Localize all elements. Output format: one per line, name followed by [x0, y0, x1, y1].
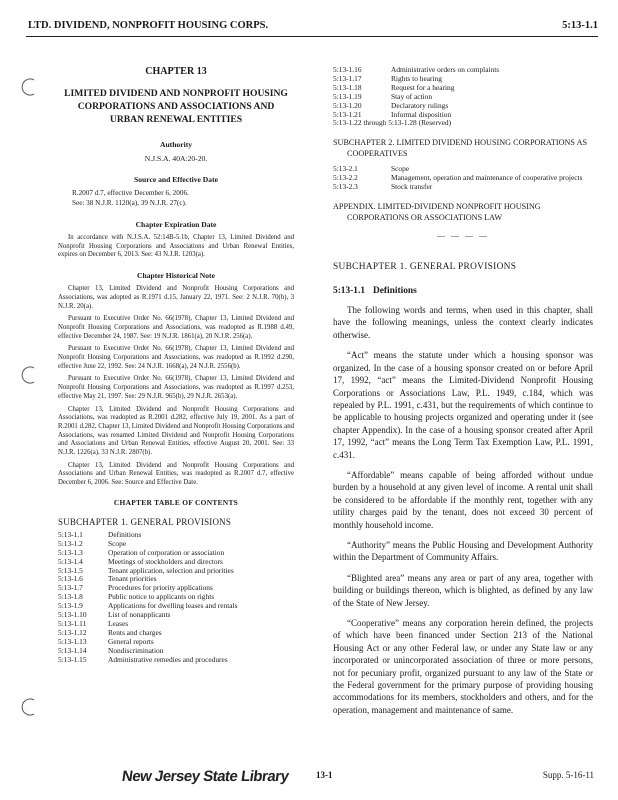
toc-entry-number: 5:13-1.11: [58, 618, 87, 628]
history-paragraph: Chapter 13, Limited Dividend and Nonprofit Housing Corporations and Associations, was adopted as R.1971 d.15, January 22, 1971. See: 2 N.J.R. 70(b), 3 N.J.R. 20(a).: [58, 285, 294, 310]
body-paragraph: “Blighted area” means any area or part of any area, together with building or buildings thereon, which is blighted, as defined by any law of the State of New Jersey.: [333, 572, 593, 608]
history-paragraph: Pursuant to Executive Order No. 66(1978), Chapter 13, Limited Dividend and Nonprofit Housing Corporations and Associations, was readopted as R.1997 d.253, effective May 21, 1997. See: 29 N.J.R. 965(b), 29 N.J.R. 2653(a).: [58, 375, 294, 400]
toc-subchapter-heading: SUBCHAPTER 1. GENERAL PROVISIONS: [58, 516, 232, 527]
toc-entry-number: 5:13-1.13: [58, 636, 87, 646]
toc-entry-number: 5:13-1.3: [58, 547, 83, 557]
toc-entry: [333, 174, 582, 183]
toc-entry-number: 5:13-1.4: [58, 556, 83, 566]
body-paragraph: “Cooperative” means any corporation herein defined, the projects of which have been financed under Section 213 of the National Housing Act or any other Federal law, or under any State law or any incorporated or unincorporated association of three or more persons, not for pecuniary profit, organized pursuant to any law of the State or the Federal government for the primary purpose of providing housing accommodations for its members, stockholders and others, and for the operation, management and maintenance of same.: [333, 618, 593, 715]
left-column: [58, 56, 294, 664]
toc-entry-number: 5:13-1.15: [58, 654, 87, 664]
toc-entry-title: Administrative remedies and procedures: [108, 654, 228, 664]
history-paragraph: Pursuant to Executive Order No. 66(1978), Chapter 13, Limited Dividend and Nonprofit Housing Corporations and Associations, was readopted as R.1992 d.290, effective June 22, 1992. See: 24 N.J.R. 1668(a), 24 N.J.R. 2556(b).: [58, 345, 294, 370]
section-divider: — — — —: [437, 231, 489, 241]
toc-entry-number: 5:13-1.8: [58, 592, 83, 602]
toc-entry-number: 5:13-1.20: [333, 100, 362, 110]
toc-entry-title: Stay of action: [391, 91, 433, 101]
toc-entry-title: Request for a hearing: [391, 82, 455, 92]
toc-heading: CHAPTER TABLE OF CONTENTS: [113, 497, 239, 507]
chapter-title-line: CORPORATIONS AND ASSOCIATIONS AND: [77, 101, 275, 112]
toc-entry-title: Management, operation and maintenance of cooperative projects: [391, 173, 583, 183]
toc-entry-title: Definitions: [108, 529, 142, 539]
toc-subchapter-heading: SUBCHAPTER 2. LIMITED DIVIDEND HOUSING CORPORATIONS AS COOPERATIVES: [333, 138, 588, 158]
toc-entry-title: Informal disposition: [391, 109, 452, 119]
toc-entry-number: 5:13-1.16: [333, 65, 362, 74]
toc-entry-title: Rents and charges: [108, 627, 162, 637]
toc-entry-number: 5:13-1.12: [58, 627, 87, 637]
toc-entry-number: 5:13-1.17: [333, 73, 362, 83]
toc-entry-number: 5:13-1.21: [333, 109, 362, 119]
source-line: See: 38 N.J.R. 1120(a), 39 N.J.R. 27(c).: [72, 198, 187, 207]
authority-label: Authority: [159, 140, 193, 149]
subchapter-heading: SUBCHAPTER 1. GENERAL PROVISIONS: [333, 262, 517, 273]
running-header: [26, 20, 598, 37]
running-header-title: LTD. DIVIDEND, NONPROFIT HOUSING CORPS.: [28, 20, 269, 31]
toc-entry-number: 5:13-1.18: [333, 82, 362, 92]
expiration-label: Chapter Expiration Date: [135, 220, 217, 229]
toc-entry-title: Leases: [108, 618, 129, 628]
chapter-title-line: URBAN RENEWAL ENTITIES: [109, 114, 243, 125]
toc-entry-title: Scope: [391, 164, 410, 174]
toc-entry-number: 5:13-1.22 through 5:13-1.28: [333, 118, 417, 128]
authority-text: N.J.S.A. 40A:20-20.: [144, 154, 208, 163]
toc-entry-title: Procedures for priority applications: [108, 583, 213, 593]
toc-entry: [58, 656, 238, 665]
toc-entry-full: [333, 119, 499, 128]
page-footer: [0, 768, 618, 788]
toc-entry-number: 5:13-2.3: [333, 182, 358, 192]
body-paragraph: “Authority” means the Public Housing and Development Authority within the Department of Community Affairs.: [333, 539, 593, 563]
binder-hole-icon: [20, 366, 38, 384]
toc-entry-title: Operation of corporation or association: [108, 547, 225, 557]
toc-entry-title: List of nonapplicants: [108, 610, 171, 620]
toc-entry: [333, 119, 499, 128]
binder-hole-icon: [20, 78, 38, 96]
source-text: [72, 189, 294, 208]
chapter-number: CHAPTER 13: [145, 66, 207, 77]
toc-entry-title: Public notice to applicants on rights: [108, 592, 215, 602]
toc-entry-number: 5:13-1.5: [58, 565, 83, 575]
right-column: [333, 66, 593, 724]
running-header-section: 5:13-1.1: [562, 20, 598, 31]
toc-entry-number: 5:13-1.14: [58, 645, 87, 655]
toc-list-continued: [333, 66, 499, 128]
source-label: Source and Effective Date: [133, 175, 218, 184]
expiration-text: In accordance with N.J.S.A. 52:14B-5.1b, Chapter 13, Limited Dividend and Nonprofit Housing Corporations and Associations and Urban Renewal Entities, expires on December 6, 2013. See: 43 N.J.R. 1203(a).: [58, 234, 294, 259]
toc-entry-title: General reports: [108, 636, 154, 646]
history-paragraph: Chapter 13, Limited Dividend and Nonprofit Housing Corporations and Associations and Urban Renewal Entities, was readopted as R.2007 d.7, effective December 6, 2006. See: Source and Effective Date.: [58, 461, 294, 487]
history-label: Chapter Historical Note: [137, 271, 215, 281]
toc-list-subchapter-2: [333, 165, 582, 192]
toc-entry-title: Administrative orders on complaints: [391, 65, 500, 74]
toc-entry-title: Rights to hearing: [391, 73, 442, 83]
toc-entry-number: 5:13-1.19: [333, 91, 362, 101]
toc-entry-title: Applications for dwelling leases and rentals: [108, 601, 238, 611]
toc-entry-number: 5:13-1.7: [58, 583, 83, 593]
history-paragraph: Chapter 13, Limited Dividend and Nonprofit Housing Corporations and Associations, was readopted as R.2001 d.282, effective July 19, 2001. As a part of R.2001 d.282, Chapter 13, Limited Dividend and Nonprofit Housing Corporations and Associations, was renamed Limited Dividend and Nonprofit Housing Corporations and Associations and Urban Renewal Entities, effective August 20, 2001. See: 33 N.J.R. 1226(a), 33 N.J.R. 2807(b).: [58, 405, 294, 457]
body-paragraph: “Act” means the statute under which a housing sponsor was organized. In the case of a housing sponsor created on or before April 17, 1992, “act” means the Limited-Dividend Nonprofit Housing Corporations or Associations Law, P.L. 1949, c.184, which was repealed by P.L. 1991, c.431, but the requirements of which continue to be applicable to housing projects organized and operating under it (see chapter Appendix). In the case of a housing sponsor created after April 17, 1992, “act” means the Long Term Tax Exemption Law, P.L. 1991, c.431.: [333, 350, 593, 460]
toc-entry-number: 5:13-1.2: [58, 538, 83, 548]
binder-hole-icon: [20, 698, 38, 716]
toc-list: [58, 531, 238, 665]
toc-entry-title: Tenant priorities: [108, 574, 157, 584]
toc-entry-number: 5:13-1.1: [58, 529, 83, 539]
section-number: 5:13-1.1: [333, 286, 366, 297]
toc-entry-number: 5:13-2.2: [333, 173, 358, 183]
toc-entry-title: Meetings of stockholders and directors: [108, 556, 223, 566]
history-paragraph: Pursuant to Executive Order No. 66(1978), Chapter 13, Limited Dividend and Nonprofit Housing Corporations and Associations, was readopted as R.1988 d.49, effective December 24, 1987. See: 19 N.J.R. 1861(a), 20 N.J.R. 256(a).: [58, 315, 294, 340]
page-number: 13-1: [316, 770, 333, 780]
library-logo: New Jersey State Library: [120, 768, 290, 785]
section-title: Definitions: [373, 286, 417, 297]
toc-entry-number: 5:13-1.10: [58, 610, 87, 620]
supplement-date: Supp. 5-16-11: [542, 770, 594, 780]
toc-entry-number: 5:13-1.9: [58, 601, 83, 611]
section-heading: [333, 286, 593, 296]
toc-entry-number: 5:13-1.6: [58, 574, 83, 584]
toc-entry-title: Nondiscrimination: [108, 645, 164, 655]
source-line: R.2007 d.7, effective December 6, 2006.: [72, 189, 189, 197]
toc-entry: [333, 183, 582, 192]
toc-entry-title: Stock transfer: [391, 182, 433, 192]
toc-appendix-heading: APPENDIX. LIMITED-DIVIDEND NONPROFIT HOUSING CORPORATIONS OR ASSOCIATIONS LAW: [333, 202, 541, 222]
toc-entry-title: Declaratory rulings: [391, 100, 449, 110]
body-paragraph: “Affordable” means capable of being afforded without undue burden by a household at any given level of income. A rental unit shall be considered to be affordable if the monthly rent, together with any utility charges paid by the tenant, does not exceed 30 percent of monthly household income.: [333, 469, 593, 530]
chapter-title: [58, 87, 294, 126]
chapter-title-line: LIMITED DIVIDEND AND NONPROFIT HOUSING: [64, 88, 288, 99]
toc-entry: [58, 531, 238, 540]
toc-entry-title: Tenant application, selection and priorities: [108, 565, 234, 575]
toc-entry-title: Scope: [108, 538, 127, 548]
toc-entry-title: (Reserved): [418, 118, 452, 128]
toc-entry-number: 5:13-2.1: [333, 164, 358, 174]
body-paragraph: The following words and terms, when used in this chapter, shall have the following meanings, unless the context clearly indicates otherwise.: [333, 305, 593, 340]
